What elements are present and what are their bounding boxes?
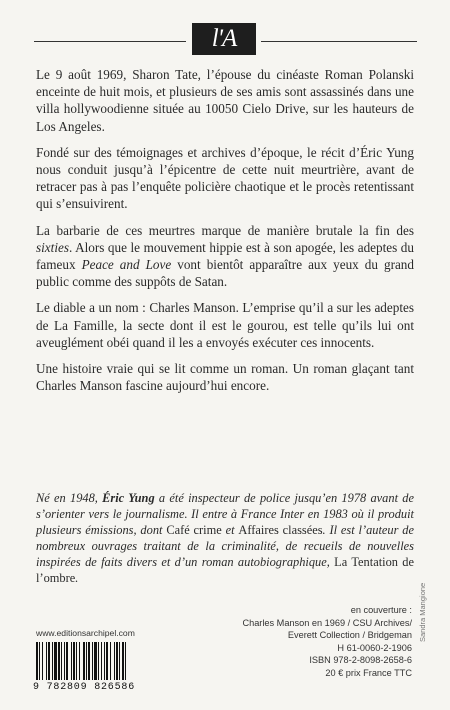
bio-text: . Il est l’auteur de nombreux ouvrages traitant de la criminalité, de recueils de nouvelles inspirées de faits divers et d’un roman autobiographique, <box>36 523 414 569</box>
back-cover-summary <box>36 66 414 403</box>
bio-text: Né en 1948, <box>36 491 103 505</box>
title-reference: Café crime <box>166 523 222 537</box>
cover-line-2: Everett Collection / Bridgeman <box>287 630 412 641</box>
barcode-digits: 9 782809 826586 <box>33 682 173 693</box>
text-run: La barbarie de ces meurtres marque de manière brutale la fin des <box>36 222 414 238</box>
italic-phrase: sixties <box>36 239 69 255</box>
bio-text: . <box>75 571 79 585</box>
text-run: Le 9 août 1969, Sharon Tate, l’épouse du cinéaste Roman Polanski enceinte de huit mois, et plusieurs de ses amis sont assassinés dans une villa hollywoodienne située au 10050 Cielo Drive, sur les hauteurs de Los Angeles. <box>36 67 414 134</box>
cover-label: en couverture : <box>350 605 412 615</box>
text-run: Le diable a un nom : Charles Manson. L’emprise qu’il a sur les adeptes de La Famille, la secte dont il est le gourou, est telle qu’ils lui ont aveuglément obéi quand il les a envoyés exécuter ces innocents. <box>36 300 414 350</box>
italic-phrase: Peace and Love <box>81 257 172 273</box>
designer-credit: Sandra Mangione <box>418 582 427 642</box>
bio-text: et <box>221 523 239 537</box>
summary-paragraph <box>36 144 414 213</box>
title-reference: Affaires classées <box>238 523 323 537</box>
isbn-barcode <box>36 642 169 680</box>
text-run: . Alors que le mouvement hippie est à son apogée, les adeptes du fameux <box>36 239 414 273</box>
publisher-logo: l'A <box>192 23 256 55</box>
price: 20 € prix France TTC <box>325 667 412 678</box>
publisher-website: www.editionsarchipel.com <box>36 628 135 638</box>
author-bio <box>36 490 414 586</box>
summary-paragraph <box>36 66 414 135</box>
bio-text: a été inspecteur de police jusqu’en 1978 avant de s’orienter vers le journalisme. Il entre à France Inter en 1983 où il produit plusieurs émissions, dont <box>36 491 414 537</box>
isbn: ISBN 978-2-8098-2658-6 <box>309 655 412 666</box>
summary-paragraph <box>36 222 414 291</box>
text-run: vont bientôt apparaître aux yeux du grand public comme des suppôts de Satan. <box>36 257 414 290</box>
author-name: Éric Yung <box>102 491 155 505</box>
barcode-bar <box>126 642 129 680</box>
summary-paragraph <box>36 360 414 394</box>
top-rule-left <box>34 41 186 42</box>
product-code: H 61-0060-2-1906 <box>337 642 412 653</box>
text-run: Une histoire vraie qui se lit comme un roman. Un roman glaçant tant Charles Manson fascine aujourd’hui encore. <box>36 361 414 394</box>
cover-credits <box>172 604 412 680</box>
text-run: Fondé sur des témoignages et archives d’époque, le récit d’Éric Yung nous conduit jusqu’à l’épicentre de cette nuit meurtrière, avant de retracer pas à pas l’enquête policière chaotique et le procès retentissant qui s’ensuivirent. <box>36 144 414 212</box>
summary-paragraph <box>36 299 414 351</box>
title-reference: La Tentation de l’ombre <box>36 555 414 585</box>
top-rule-right <box>261 41 417 42</box>
cover-line-1: Charles Manson en 1969 / CSU Archives/ <box>242 617 412 628</box>
